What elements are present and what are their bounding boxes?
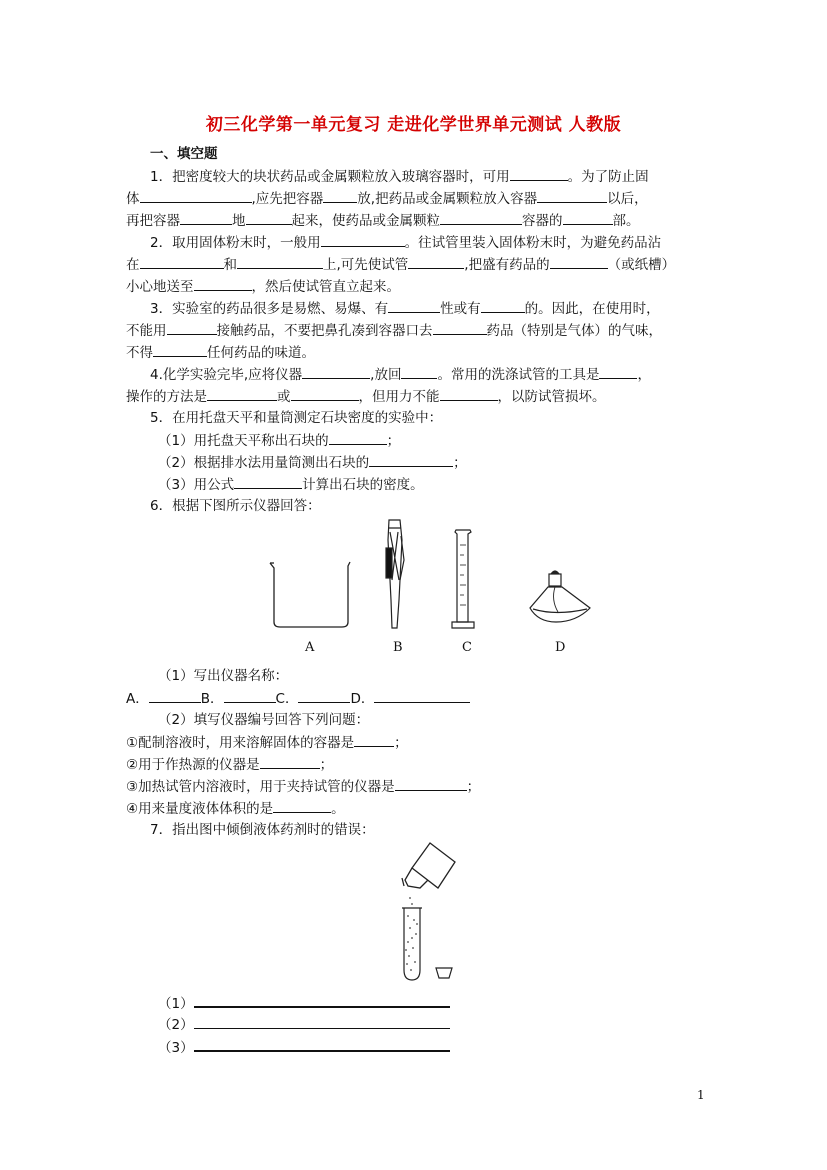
figure-label-d: D: [555, 640, 566, 655]
answer-blank[interactable]: [207, 386, 277, 401]
question-6-item-2: ②用于作热源的仪器是 ；: [126, 754, 333, 775]
question-6-names-line: A． B． C． D．: [126, 688, 470, 709]
figure-label-a: A: [305, 640, 315, 655]
answer-blank[interactable]: [167, 320, 217, 335]
answer-blank[interactable]: [194, 1014, 450, 1029]
alcohol-lamp-icon: [530, 571, 590, 622]
question-7-answer-2: （2）: [158, 1014, 450, 1035]
question-5-part-2: （2）根据排水法用量筒测出石块的 ；: [158, 452, 467, 473]
page-number: 1: [697, 1088, 705, 1102]
question-7-stem: 7．指出图中倾倒液体药剂时的错误：: [150, 822, 375, 838]
answer-blank[interactable]: [329, 430, 387, 445]
question-4-line-2: 操作的方法是 或 ，但用力不能 ，以防试管损坏。: [126, 386, 606, 407]
answer-blank[interactable]: [149, 688, 201, 703]
page-title: 初三化学第一单元复习 走进化学世界单元测试 人教版: [205, 115, 622, 135]
answer-blank[interactable]: [401, 364, 437, 379]
answer-blank[interactable]: [563, 210, 613, 225]
answer-blank[interactable]: [395, 776, 467, 791]
answer-blank[interactable]: [234, 474, 302, 489]
answer-blank[interactable]: [481, 298, 525, 313]
answer-blank[interactable]: [440, 386, 498, 401]
answer-blank[interactable]: [291, 386, 359, 401]
beaker-icon: [270, 562, 350, 627]
question-6-item-3: ③加热试管内溶液时，用于夹持试管的仪器是 ；: [126, 776, 480, 797]
answer-blank[interactable]: [194, 992, 450, 1008]
figure-label-c: C: [462, 640, 472, 655]
question-6-part-2: （2）填写仪器编号回答下列问题：: [158, 712, 370, 728]
question-1-line-3: 再把容器 地 起来，使药品或金属颗粒 容器的 部。: [126, 210, 640, 231]
answer-blank[interactable]: [224, 688, 276, 703]
answer-blank[interactable]: [194, 276, 252, 291]
answer-blank[interactable]: [246, 210, 292, 225]
answer-blank[interactable]: [323, 188, 357, 203]
answer-blank[interactable]: [302, 364, 370, 379]
pouring-bottle-icon: [402, 843, 455, 888]
test-tube-holder-icon: [386, 520, 404, 628]
graduated-cylinder-icon: [452, 530, 474, 628]
question-4-line-1: 4.化学实验完毕,应将仪器 ,放回 。常用的洗涤试管的工具是 ，: [150, 364, 651, 385]
question-7-answer-3: （3）: [158, 1036, 450, 1058]
answer-blank[interactable]: [237, 254, 323, 269]
question-3-line-3: 不得 任何药品的味道。: [126, 342, 315, 363]
answer-blank[interactable]: [140, 188, 252, 203]
answer-blank[interactable]: [153, 342, 207, 357]
answer-blank[interactable]: [260, 754, 320, 769]
question-5-stem: 5．在用托盘天平和量筒测定石块密度的实验中：: [150, 410, 443, 426]
answer-blank[interactable]: [510, 166, 568, 181]
question-5-part-1: （1）用托盘天平称出石块的 ；: [158, 430, 400, 451]
answer-blank[interactable]: [321, 232, 405, 247]
answer-blank[interactable]: [599, 364, 637, 379]
question-6-item-4: ④用来量度液体体积的是 。: [126, 798, 345, 819]
answer-blank[interactable]: [388, 298, 440, 313]
question-2-line-3: 小心地送至 ，然后使试管直立起来。: [126, 276, 400, 297]
question-2-line-2: 在 和 上,可先使试管 ,把盛有药品的 （或纸槽）: [126, 254, 675, 275]
answer-blank[interactable]: [374, 688, 470, 703]
test-tube-icon: [402, 897, 422, 980]
answer-blank[interactable]: [180, 210, 232, 225]
question-3-line-1: 3．实验室的药品很多是易燃、易爆、有 性或有 的。因此，在使用时，: [150, 298, 660, 319]
question-1-line-2: 体 ,应先把容器 放,把药品或金属颗粒放入容器 以后，: [126, 188, 648, 209]
answer-blank[interactable]: [140, 254, 224, 269]
answer-blank[interactable]: [433, 320, 487, 335]
section-heading: 一、填空题: [150, 146, 218, 162]
answer-blank[interactable]: [550, 254, 608, 269]
answer-blank[interactable]: [354, 732, 394, 747]
answer-blank[interactable]: [273, 798, 331, 813]
question-6-item-1: ①配制溶液时，用来溶解固体的容器是 ；: [126, 732, 408, 753]
question-2-line-1: 2．取用固体粉末时，一般用 。往试管里装入固体粉末时，为避免药品沾: [150, 232, 661, 253]
answer-blank[interactable]: [298, 688, 350, 703]
question-6-stem: 6．根据下图所示仪器回答：: [150, 498, 321, 514]
figure-label-b: B: [393, 640, 403, 655]
answer-blank[interactable]: [440, 210, 522, 225]
answer-blank[interactable]: [408, 254, 464, 269]
answer-blank[interactable]: [369, 452, 453, 467]
question-6-part-1: （1）写出仪器名称：: [158, 668, 289, 684]
question-7-answer-1: （1）: [158, 992, 450, 1014]
question-3-line-2: 不能用 接触药品，不要把鼻孔凑到容器口去 药品（特别是气体）的气味，: [126, 320, 662, 341]
bottle-stopper-icon: [436, 968, 452, 978]
question-5-part-3: （3）用公式 计算出石块的密度。: [158, 474, 424, 495]
question-1-line-1: 1．把密度较大的块状药品或金属颗粒放入玻璃容器时，可用 。为了防止固: [150, 166, 649, 187]
answer-blank[interactable]: [537, 188, 607, 203]
answer-blank[interactable]: [194, 1036, 450, 1052]
